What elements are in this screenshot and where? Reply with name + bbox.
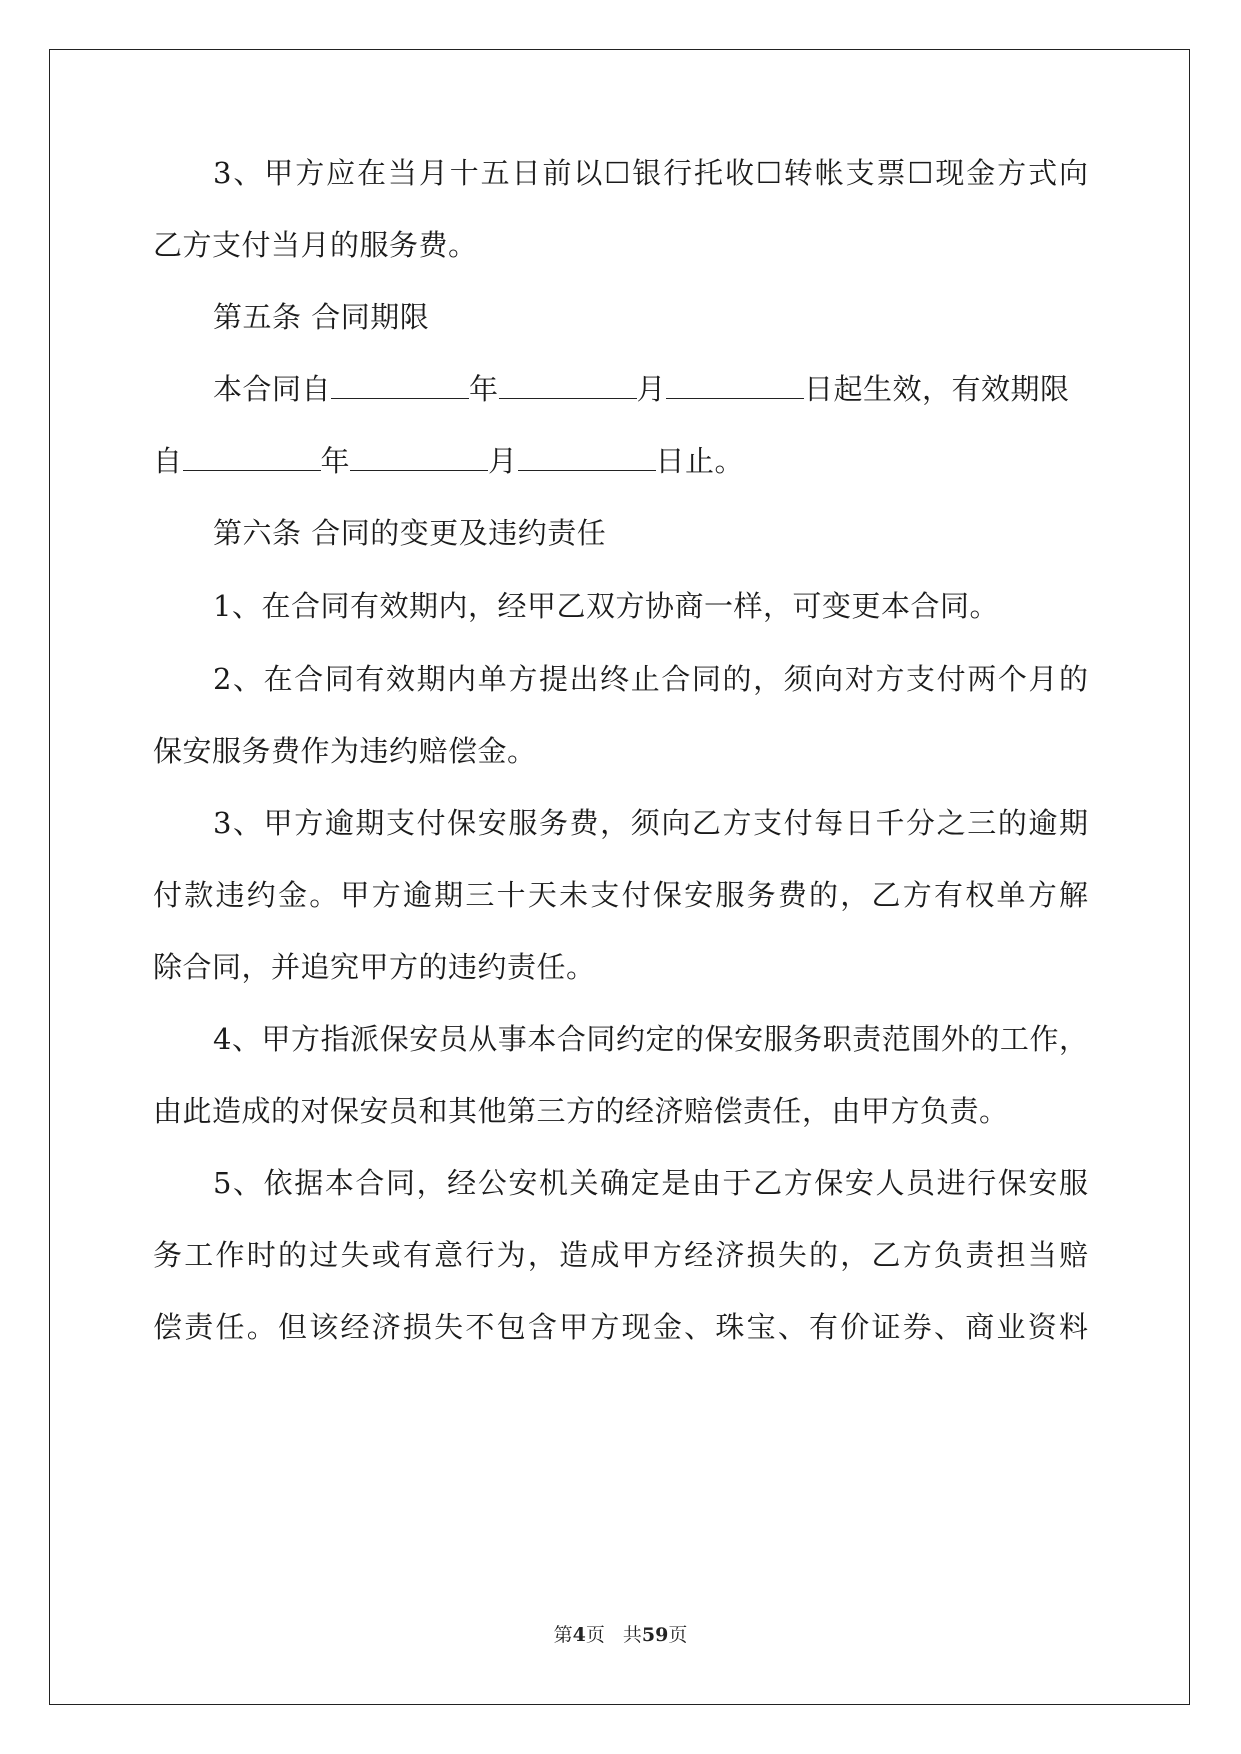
footer-page-suffix: 页 [585, 1624, 605, 1646]
term-end-prefix: 自 [153, 444, 183, 478]
section-heading-change: 第六条 合同的变更及违约责任 [213, 516, 607, 550]
footer-total-pages: 59 [641, 1624, 669, 1646]
footer-page-prefix: 第 [553, 1624, 573, 1646]
paragraph-line: 由此造成的对保安员和其他第三方的经济赔偿责任，由甲方负责。 [153, 1094, 1009, 1128]
term-suffix: 日起生效，有效期限 [804, 372, 1070, 406]
paragraph-line: 2、在合同有效期内单方提出终止合同的，须向对方支付两个月的 [213, 662, 1088, 696]
paragraph-line: 3、甲方逾期支付保安服务费，须向乙方支付每日千分之三的逾期 [213, 806, 1088, 840]
paragraph-line: 务工作时的过失或有意行为，造成甲方经济损失的，乙方负责担当赔 [153, 1238, 1088, 1272]
footer-total-suffix: 页 [668, 1624, 688, 1646]
footer-total-prefix: 共 [622, 1624, 642, 1646]
end-day-blank[interactable] [518, 444, 656, 471]
year-label: 年 [469, 372, 499, 406]
paragraph-line: 3、甲方应在当月十五日前以☐银行托收☐转帐支票☐现金方式向 [213, 156, 1088, 190]
paragraph-line: 保安服务费作为违约赔偿金。 [153, 734, 537, 768]
footer-page-number: 4 [572, 1624, 586, 1646]
end-year-blank[interactable] [183, 444, 321, 471]
term-prefix: 本合同自 [213, 372, 332, 406]
paragraph-line: 乙方支付当月的服务费。 [153, 228, 478, 262]
year-blank[interactable] [331, 372, 469, 399]
paragraph-line: 偿责任。但该经济损失不包含甲方现金、珠宝、有价证券、商业资料 [153, 1310, 1088, 1344]
section-heading-term: 第五条 合同期限 [213, 300, 430, 334]
paragraph-line: 1、在合同有效期内，经甲乙双方协商一样，可变更本合同。 [213, 589, 999, 623]
term-end-line [153, 441, 744, 481]
page-footer [0, 1623, 1241, 1647]
end-month-label: 月 [488, 444, 518, 478]
paragraph-line: 4、甲方指派保安员从事本合同约定的保安服务职责范围外的工作， [213, 1022, 1088, 1056]
month-blank[interactable] [499, 372, 637, 399]
day-blank[interactable] [666, 372, 804, 399]
paragraph-line: 除合同，并追究甲方的违约责任。 [153, 950, 596, 984]
term-end-suffix: 日止。 [655, 444, 745, 478]
paragraph-line: 付款违约金。甲方逾期三十天未支付保安服务费的，乙方有权单方解 [153, 878, 1088, 912]
end-year-label: 年 [320, 444, 351, 478]
paragraph-line: 5、依据本合同，经公安机关确定是由于乙方保安人员进行保安服 [213, 1166, 1088, 1200]
term-start-line [213, 369, 1070, 409]
end-month-blank[interactable] [350, 444, 488, 471]
month-label: 月 [636, 372, 667, 406]
